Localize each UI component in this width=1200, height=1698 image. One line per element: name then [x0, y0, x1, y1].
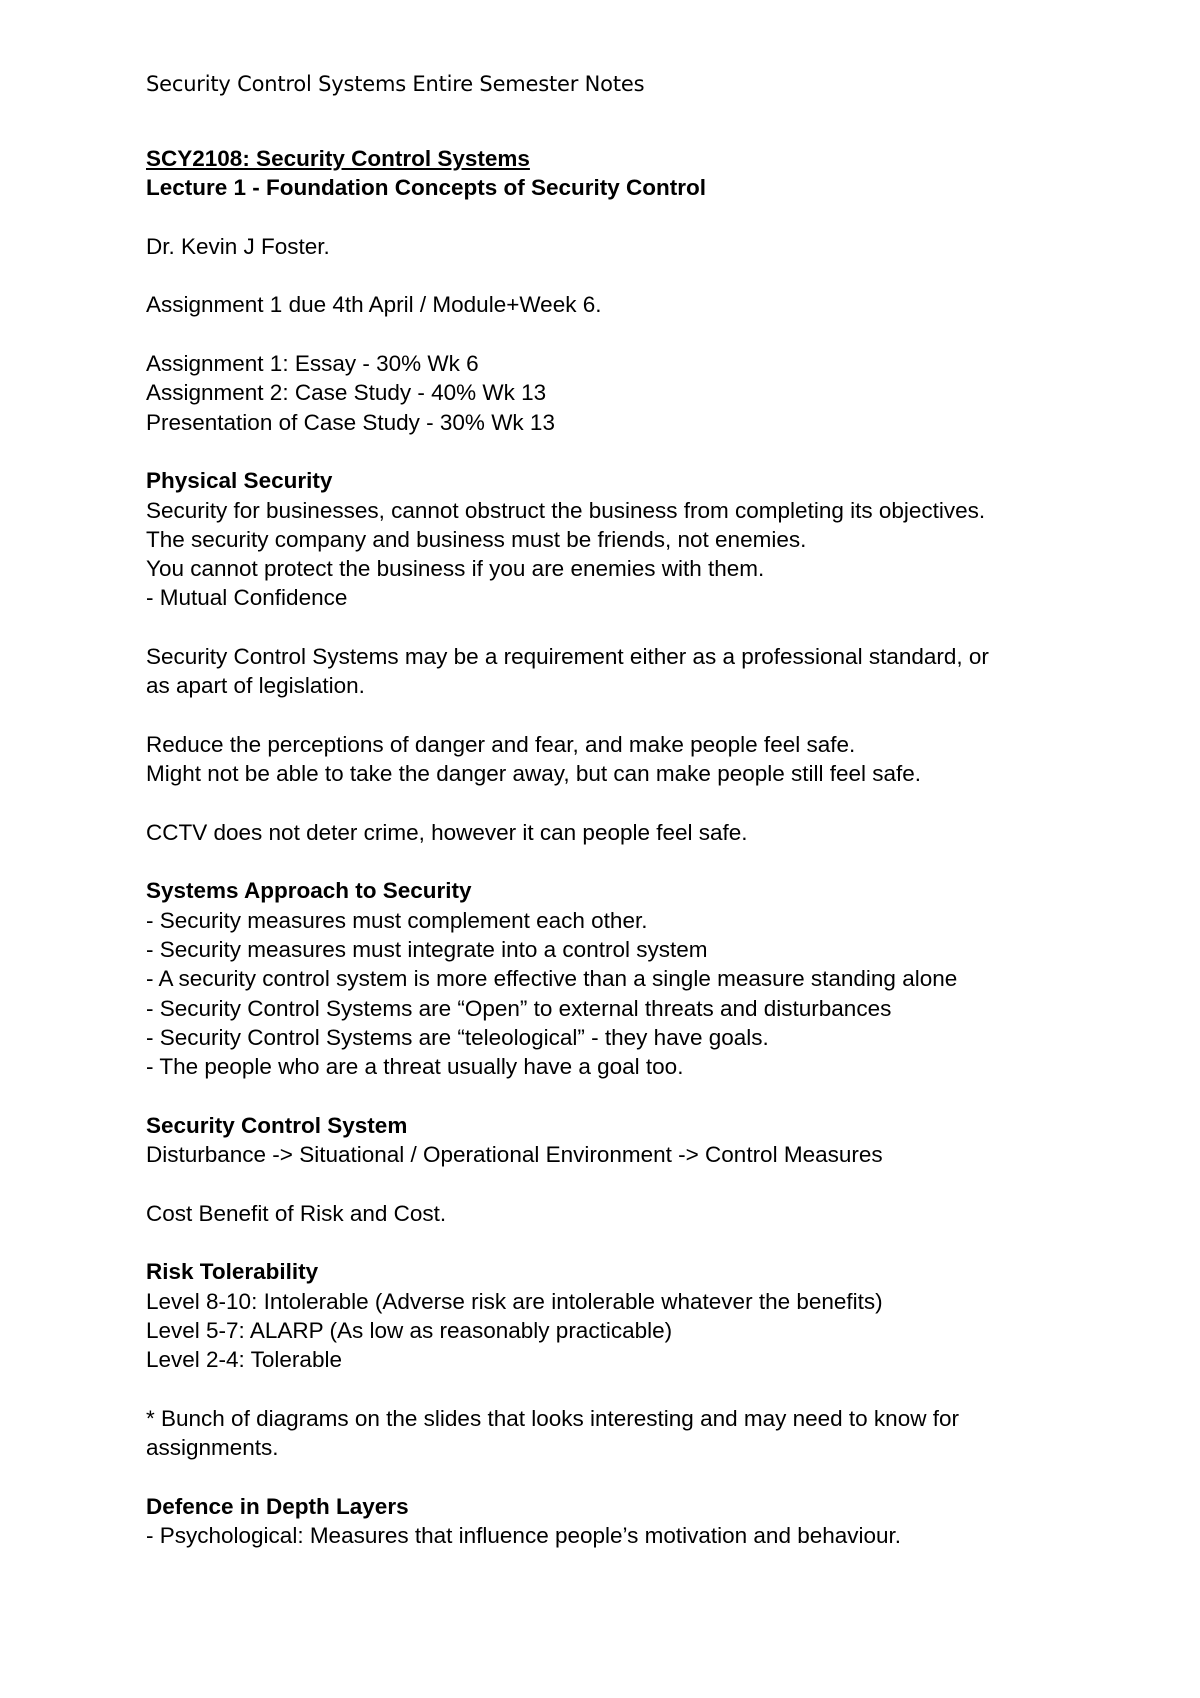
risk-level: Level 8-10: Intolerable (Adverse risk are intolerable whatever the benefits)	[146, 1288, 883, 1314]
body-line: Cost Benefit of Risk and Cost.	[146, 1200, 447, 1226]
note-line: assignments.	[146, 1435, 279, 1461]
spacer	[146, 701, 1076, 730]
spacer	[146, 1462, 1076, 1491]
section-heading-defence-in-depth: Defence in Depth Layers	[146, 1493, 409, 1519]
body-line: Security for businesses, cannot obstruct the business from completing its objectives.	[146, 497, 986, 523]
spacer	[146, 789, 1076, 818]
lecture-title: Lecture 1 - Foundation Concepts of Security Control	[146, 175, 707, 201]
list-item: - Security Control Systems are “teleological” - they have goals.	[146, 1024, 769, 1050]
list-item: - Security Control Systems are “Open” to external threats and disturbances	[146, 995, 892, 1021]
assessment-item: Presentation of Case Study - 30% Wk 13	[146, 409, 555, 435]
body-line: CCTV does not deter crime, however it can people feel safe.	[146, 819, 748, 845]
body-line: Might not be able to take the danger away, but can make people still feel safe.	[146, 761, 922, 787]
assessment-item: Assignment 2: Case Study - 40% Wk 13	[146, 380, 547, 406]
list-item: - Security measures must integrate into a control system	[146, 937, 708, 963]
risk-level: Level 5-7: ALARP (As low as reasonably practicable)	[146, 1317, 673, 1343]
flow-line: Disturbance -> Situational / Operational Environment -> Control Measures	[146, 1142, 883, 1168]
body-line: - Mutual Confidence	[146, 585, 348, 611]
body-line: Reduce the perceptions of danger and fear, and make people feel safe.	[146, 731, 856, 757]
section-heading-systems-approach: Systems Approach to Security	[146, 878, 472, 904]
lecturer-name: Dr. Kevin J Foster.	[146, 233, 330, 259]
spacer	[146, 1374, 1076, 1403]
spacer	[146, 613, 1076, 642]
document-body	[146, 144, 1076, 1550]
course-title-line	[146, 144, 1076, 173]
list-item: - The people who are a threat usually have a goal too.	[146, 1054, 684, 1080]
list-item: - Psychological: Measures that influence people’s motivation and behaviour.	[146, 1522, 902, 1548]
body-line: The security company and business must be friends, not enemies.	[146, 526, 807, 552]
course-code-title: SCY2108: Security Control Systems	[146, 146, 530, 171]
spacer	[146, 1082, 1076, 1111]
spacer	[146, 847, 1076, 876]
risk-level: Level 2-4: Tolerable	[146, 1347, 342, 1373]
section-heading-control-system: Security Control System	[146, 1112, 408, 1138]
note-line: * Bunch of diagrams on the slides that looks interesting and may need to know for	[146, 1405, 959, 1431]
body-line: Security Control Systems may be a requirement either as a professional standard, or	[146, 644, 989, 670]
section-heading-physical-security: Physical Security	[146, 468, 333, 494]
spacer	[146, 261, 1076, 290]
running-header: Security Control Systems Entire Semester Notes	[146, 72, 645, 96]
body-line: You cannot protect the business if you are enemies with them.	[146, 556, 765, 582]
list-item: - Security measures must complement each other.	[146, 907, 648, 933]
section-heading-risk-tolerability: Risk Tolerability	[146, 1259, 319, 1285]
spacer	[146, 1169, 1076, 1198]
spacer	[146, 203, 1076, 232]
due-note: Assignment 1 due 4th April / Module+Week 6.	[146, 292, 602, 318]
assessment-item: Assignment 1: Essay - 30% Wk 6	[146, 351, 479, 377]
list-item: - A security control system is more effective than a single measure standing alone	[146, 966, 958, 992]
spacer	[146, 437, 1076, 466]
spacer	[146, 1228, 1076, 1257]
body-line: as apart of legislation.	[146, 673, 365, 699]
spacer	[146, 320, 1076, 349]
